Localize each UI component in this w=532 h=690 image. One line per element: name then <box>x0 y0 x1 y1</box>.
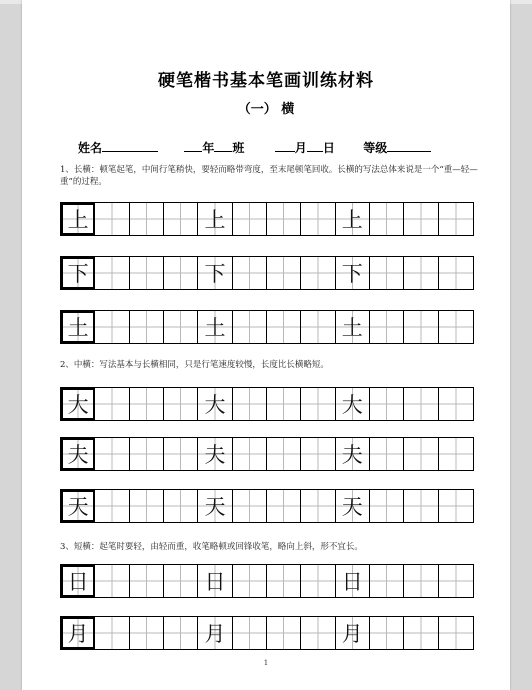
practice-cell[interactable] <box>164 490 198 522</box>
practice-cell[interactable] <box>164 203 198 235</box>
model-character: 上 <box>67 208 89 232</box>
model-character-cell[interactable] <box>336 388 370 420</box>
practice-cell[interactable] <box>95 617 129 649</box>
practice-cell[interactable] <box>233 257 267 289</box>
practice-cell[interactable] <box>370 490 404 522</box>
practice-cell[interactable] <box>404 311 438 343</box>
practice-cell[interactable] <box>404 203 438 235</box>
model-character: 月 <box>204 622 226 646</box>
practice-cell[interactable] <box>439 311 473 343</box>
model-character-cell[interactable] <box>198 438 232 470</box>
model-character: 月 <box>341 622 363 646</box>
practice-cell[interactable] <box>301 565 335 597</box>
model-character-cell[interactable] <box>61 490 95 522</box>
practice-cell[interactable] <box>404 617 438 649</box>
practice-grid-row <box>60 310 474 344</box>
name-label: 姓名 <box>78 141 103 155</box>
practice-cell[interactable] <box>267 617 301 649</box>
model-character-cell[interactable] <box>336 490 370 522</box>
month-label: 月 <box>294 141 307 155</box>
practice-cell[interactable] <box>301 617 335 649</box>
student-info-line <box>78 139 431 156</box>
day-label: 日 <box>322 141 335 155</box>
practice-cell[interactable] <box>130 490 164 522</box>
practice-cell[interactable] <box>404 490 438 522</box>
practice-grid-row <box>60 616 474 650</box>
model-character-cell[interactable] <box>61 438 95 470</box>
practice-cell[interactable] <box>267 311 301 343</box>
practice-cell[interactable] <box>370 257 404 289</box>
model-character: 天 <box>204 495 226 519</box>
practice-cell[interactable] <box>95 490 129 522</box>
practice-cell[interactable] <box>439 617 473 649</box>
model-character: 夫 <box>204 443 226 467</box>
model-character-cell[interactable] <box>336 617 370 649</box>
practice-cell[interactable] <box>301 438 335 470</box>
model-character: 大 <box>204 393 226 417</box>
practice-cell[interactable] <box>233 438 267 470</box>
practice-cell[interactable] <box>164 388 198 420</box>
practice-cell[interactable] <box>130 388 164 420</box>
practice-cell[interactable] <box>164 257 198 289</box>
model-character: 下 <box>67 262 89 286</box>
practice-cell[interactable] <box>439 203 473 235</box>
model-character-cell[interactable] <box>336 257 370 289</box>
practice-cell[interactable] <box>301 257 335 289</box>
practice-cell[interactable] <box>164 617 198 649</box>
practice-cell[interactable] <box>130 311 164 343</box>
practice-cell[interactable] <box>164 438 198 470</box>
practice-cell[interactable] <box>267 565 301 597</box>
month-blank <box>275 139 295 152</box>
practice-cell[interactable] <box>233 311 267 343</box>
practice-cell[interactable] <box>301 311 335 343</box>
model-character: 夫 <box>67 443 89 467</box>
practice-cell[interactable] <box>164 565 198 597</box>
model-character-cell[interactable] <box>198 490 232 522</box>
model-character: 月 <box>67 622 89 646</box>
year-blank <box>184 139 202 152</box>
section-description: 2、中横：写法基本与长横相同，只是行笔速度较慢，长度比长横略短。 <box>60 360 329 370</box>
model-character-cell[interactable] <box>336 565 370 597</box>
practice-cell[interactable] <box>130 257 164 289</box>
name-blank <box>102 139 158 152</box>
model-character-cell[interactable] <box>198 203 232 235</box>
model-character: 日 <box>67 570 89 594</box>
practice-grid-row <box>60 564 474 598</box>
model-character-cell[interactable] <box>198 388 232 420</box>
document-page <box>22 0 510 690</box>
model-character: 日 <box>204 570 226 594</box>
practice-cell[interactable] <box>404 257 438 289</box>
practice-cell[interactable] <box>164 311 198 343</box>
practice-cell[interactable] <box>267 388 301 420</box>
practice-cell[interactable] <box>370 438 404 470</box>
practice-cell[interactable] <box>130 565 164 597</box>
practice-cell[interactable] <box>439 490 473 522</box>
practice-cell[interactable] <box>439 388 473 420</box>
model-character: 天 <box>341 495 363 519</box>
model-character: 下 <box>341 262 363 286</box>
practice-cell[interactable] <box>130 617 164 649</box>
practice-cell[interactable] <box>301 490 335 522</box>
grade-blank <box>387 139 431 152</box>
day-blank <box>307 139 323 152</box>
practice-grid-row <box>60 387 474 421</box>
year-label: 年 <box>202 141 215 155</box>
model-character: 土 <box>67 316 89 340</box>
practice-cell[interactable] <box>267 257 301 289</box>
class-blank <box>214 139 232 152</box>
page-title: 硬笔楷书基本笔画训练材料 <box>158 71 374 91</box>
practice-cell[interactable] <box>370 388 404 420</box>
practice-cell[interactable] <box>267 438 301 470</box>
practice-cell[interactable] <box>95 438 129 470</box>
practice-cell[interactable] <box>95 257 129 289</box>
model-character-cell[interactable] <box>61 617 95 649</box>
practice-cell[interactable] <box>370 617 404 649</box>
practice-cell[interactable] <box>439 438 473 470</box>
model-character: 日 <box>341 570 363 594</box>
practice-cell[interactable] <box>95 388 129 420</box>
practice-cell[interactable] <box>267 203 301 235</box>
model-character-cell[interactable] <box>198 257 232 289</box>
practice-cell[interactable] <box>439 257 473 289</box>
model-character: 上 <box>341 208 363 232</box>
page-subtitle: （一） 横 <box>237 102 295 117</box>
practice-cell[interactable] <box>233 565 267 597</box>
practice-cell[interactable] <box>370 311 404 343</box>
model-character-cell[interactable] <box>61 257 95 289</box>
practice-cell[interactable] <box>130 203 164 235</box>
model-character: 天 <box>67 495 89 519</box>
model-character-cell[interactable] <box>336 311 370 343</box>
practice-cell[interactable] <box>404 388 438 420</box>
grade-label: 等级 <box>363 141 388 155</box>
section-description: 3、短横：起笔时要轻，由轻而重，收笔略顿或回锋收笔，略向上斜，形不宜长。 <box>60 542 363 552</box>
model-character-cell[interactable] <box>61 311 95 343</box>
model-character: 土 <box>204 316 226 340</box>
practice-grid-row <box>60 256 474 290</box>
model-character-cell[interactable] <box>61 203 95 235</box>
practice-grid-row <box>60 202 474 236</box>
practice-cell[interactable] <box>233 203 267 235</box>
model-character-cell[interactable] <box>198 311 232 343</box>
practice-grid-row <box>60 437 474 471</box>
model-character: 下 <box>204 262 226 286</box>
model-character: 大 <box>341 393 363 417</box>
practice-cell[interactable] <box>370 565 404 597</box>
practice-cell[interactable] <box>95 311 129 343</box>
model-character: 大 <box>67 393 89 417</box>
page-number: 1 <box>263 659 269 667</box>
model-character-cell[interactable] <box>336 438 370 470</box>
practice-cell[interactable] <box>404 438 438 470</box>
practice-cell[interactable] <box>301 388 335 420</box>
model-character: 土 <box>341 316 363 340</box>
practice-cell[interactable] <box>95 203 129 235</box>
practice-cell[interactable] <box>233 388 267 420</box>
model-character-cell[interactable] <box>61 388 95 420</box>
practice-grid-row <box>60 489 474 523</box>
model-character: 夫 <box>341 443 363 467</box>
class-label: 班 <box>232 141 245 155</box>
practice-cell[interactable] <box>439 565 473 597</box>
model-character-cell[interactable] <box>198 565 232 597</box>
practice-cell[interactable] <box>267 490 301 522</box>
model-character-cell[interactable] <box>336 203 370 235</box>
practice-cell[interactable] <box>301 203 335 235</box>
practice-cell[interactable] <box>95 565 129 597</box>
model-character-cell[interactable] <box>61 565 95 597</box>
practice-cell[interactable] <box>130 438 164 470</box>
model-character-cell[interactable] <box>198 617 232 649</box>
model-character: 上 <box>204 208 226 232</box>
practice-cell[interactable] <box>233 490 267 522</box>
practice-cell[interactable] <box>233 617 267 649</box>
practice-cell[interactable] <box>370 203 404 235</box>
section-description: 1、长横：顿笔起笔，中间行笔稍快，要轻而略带弯度，至末尾顿笔回收。长横的写法总体来说是一个“重—轻—重”的过程。 <box>60 165 478 187</box>
practice-cell[interactable] <box>404 565 438 597</box>
